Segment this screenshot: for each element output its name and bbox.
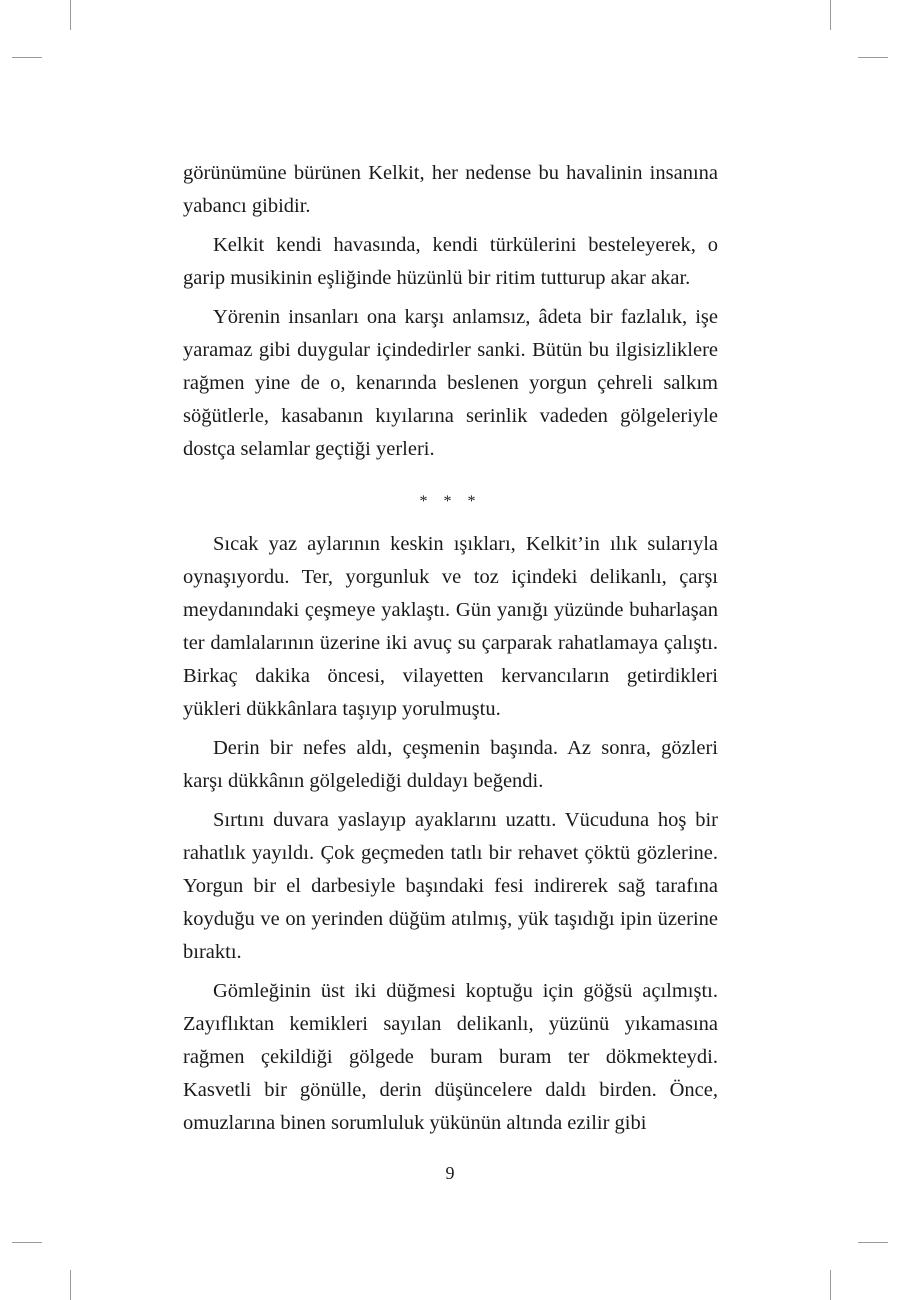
- page-number: 9: [445, 1163, 455, 1183]
- crop-mark-bottom-right-horizontal: [858, 1242, 888, 1243]
- paragraph: Sıcak yaz aylarının keskin ışıkları, Kelkit’in ılık sularıyla oynaşıyordu. Ter, yorgunluk ve toz içindeki delikanlı, çarşı meydanındaki çeşmeye yaklaştı. Gün yanığı yüzünde buharlaşan ter damlalarının üzerine iki avuç su çarparak rahatlamaya çalıştı. Birkaç dakika öncesi, vilayetten kervancıların getirdikleri yükleri dükkânlara taşıyıp yorulmuştu.: [183, 533, 718, 720]
- crop-mark-top-right-vertical: [830, 0, 831, 30]
- crop-mark-top-left-vertical: [70, 0, 71, 30]
- paragraph: Sırtını duvara yaslayıp ayaklarını uzattı. Vücuduna hoş bir rahatlık yayıldı. Çok geçmeden tatlı bir rehavet çöktü gözlerine. Yorgun bir el darbesiyle başındaki fesi indirerek sağ tarafına koyduğu ve on yerinden düğüm atılmış, yük taşıdığı ipin üzerine bıraktı.: [183, 809, 718, 963]
- crop-mark-bottom-right-vertical: [830, 1270, 831, 1300]
- paragraph: Kelkit kendi havasında, kendi türkülerini besteleyerek, o garip musikinin eşliğinde hüzünlü bir ritim tutturup akar akar.: [183, 234, 718, 289]
- crop-mark-top-left-horizontal: [12, 57, 42, 58]
- paragraph: Gömleğinin üst iki düğmesi koptuğu için göğsü açılmıştı. Zayıflıktan kemikleri sayılan delikanlı, yüzünü yıkamasına rağmen çekildiği gölgede buram buram ter dökmekteydi. Kasvetli bir gönülle, derin düşüncelere daldı birden. Önce, omuzlarına binen sorumluluk yükünün altında ezilir gibi: [183, 980, 718, 1134]
- paragraph: Derin bir nefes aldı, çeşmenin başında. Az sonra, gözleri karşı dükkânın gölgelediği duldayı beğendi.: [183, 737, 718, 792]
- section-separator: * * *: [419, 493, 482, 510]
- paragraph: görünümüne bürünen Kelkit, her nedense bu havalinin insanına yabancı gibidir.: [183, 162, 718, 217]
- crop-mark-top-right-horizontal: [858, 57, 888, 58]
- paragraph: Yörenin insanları ona karşı anlamsız, âdeta bir fazlalık, işe yaramaz gibi duygular içindedirler sanki. Bütün bu ilgisizliklere rağmen yine de o, kenarında beslenen yorgun çehreli salkım söğütlerle, kasabanın kıyılarına serinlik vadeden gölgeleriyle dostça selamlar geçtiği yerleri.: [183, 306, 718, 460]
- crop-mark-bottom-left-vertical: [70, 1270, 71, 1300]
- body-text: [183, 157, 718, 1146]
- crop-mark-bottom-left-horizontal: [12, 1242, 42, 1243]
